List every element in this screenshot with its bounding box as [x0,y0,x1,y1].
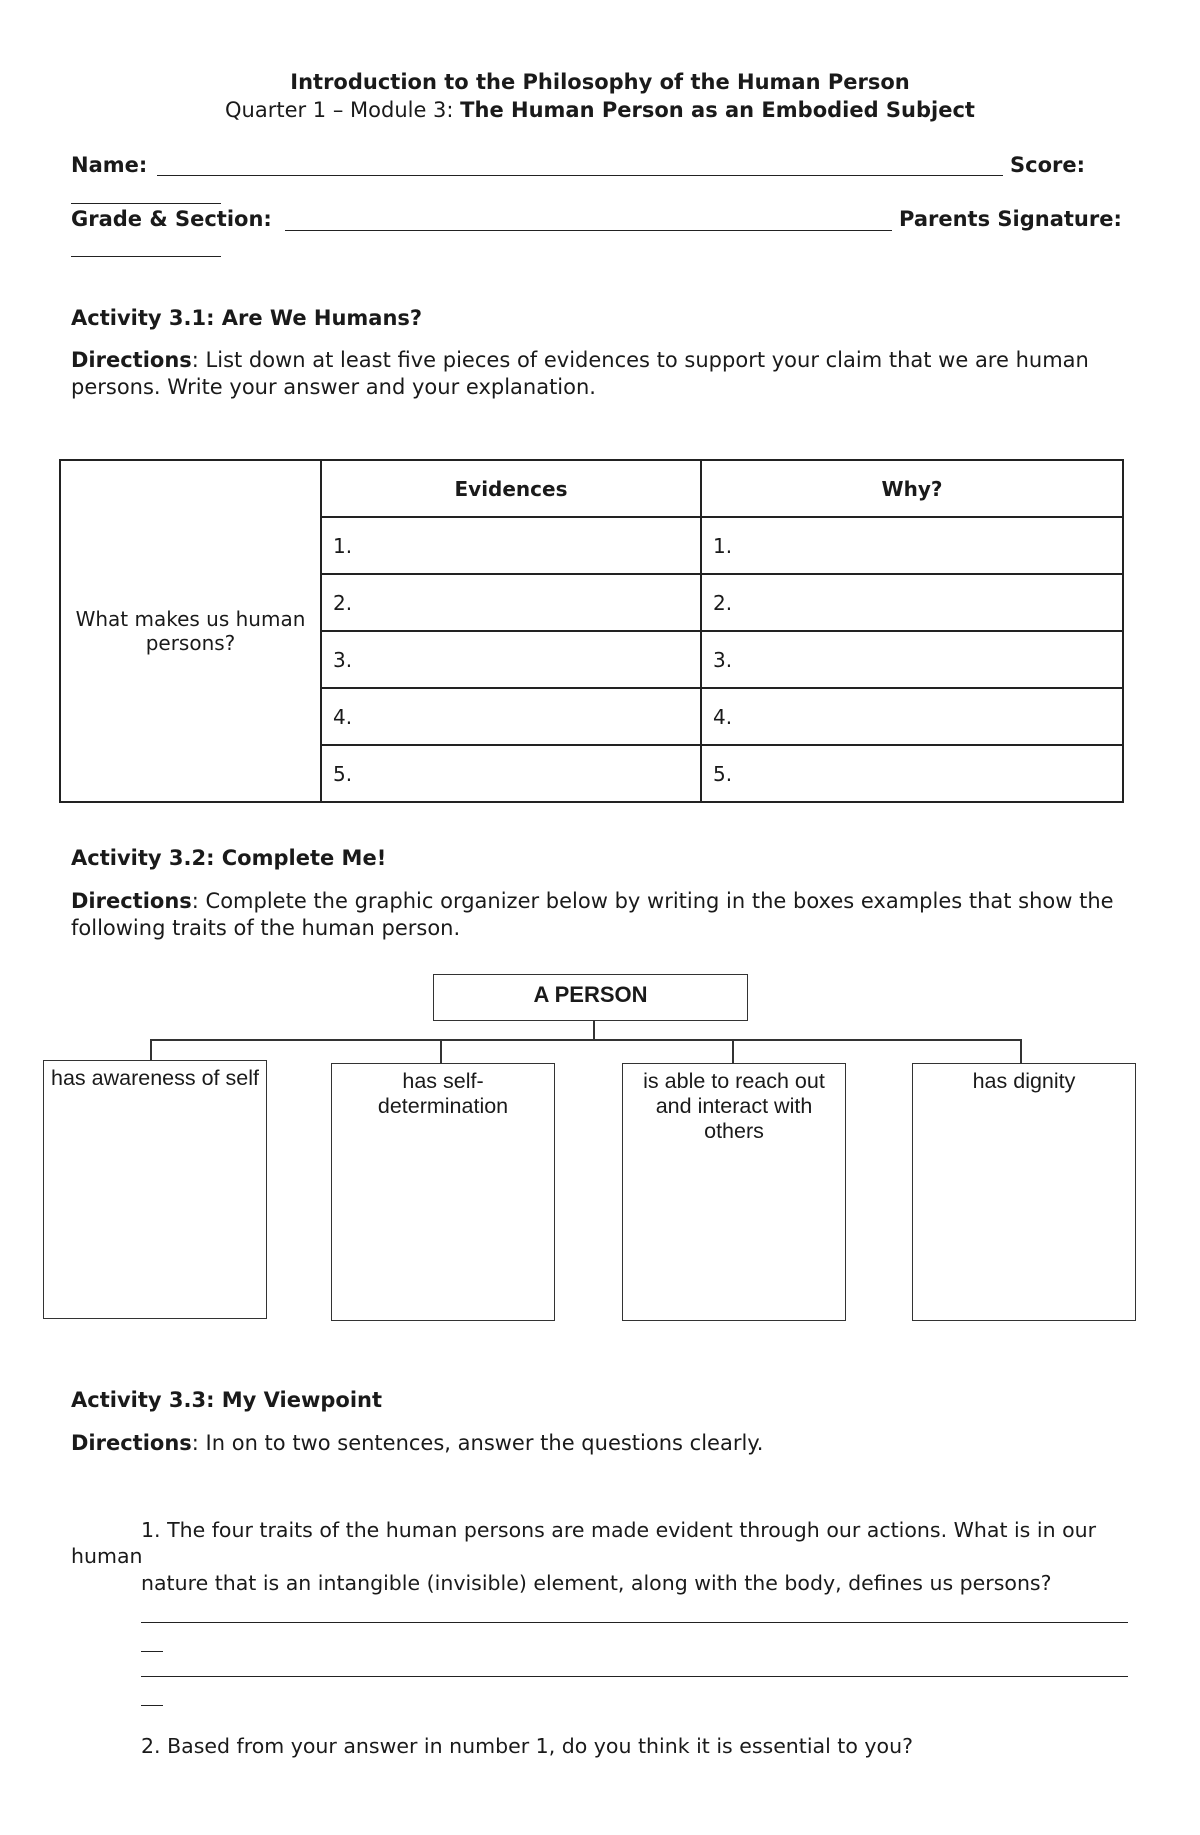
why-header: Why? [701,460,1123,517]
connector-branch-4 [1020,1039,1022,1063]
why-cell-4[interactable]: 4. [701,688,1123,745]
evidence-cell-5[interactable]: 5. [321,745,701,802]
activity-3-3-directions [71,1430,1131,1457]
answer-line-1-tail [141,1651,163,1652]
trait-label: has self-determination [377,1069,509,1118]
answer-line-2[interactable] [141,1676,1128,1677]
trait-label: is able to reach out and interact with others [643,1069,825,1143]
trait-label: has awareness of self [51,1066,259,1090]
score-field[interactable] [71,203,221,204]
trait-box-awareness[interactable] [43,1060,267,1319]
why-cell-3[interactable]: 3. [701,631,1123,688]
document-title [0,70,1200,94]
grade-section-label: Grade & Section: [71,207,272,231]
parents-signature-field[interactable] [71,256,221,257]
activity-3-2-directions [71,888,1131,942]
evidences-header: Evidences [321,460,701,517]
question-1-line-1: 1. The four traits of the human persons are made evident through our actions. What is in our human [71,1518,1097,1568]
why-cell-1[interactable]: 1. [701,517,1123,574]
trait-box-dignity[interactable] [912,1063,1136,1321]
activity-3-1-directions [71,347,1131,401]
activity-3-2-title: Activity 3.2: Complete Me! [71,846,387,870]
root-node-a-person [433,974,748,1021]
connector-branch-2 [440,1039,442,1063]
module-number: Quarter 1 – Module 3: [225,98,461,122]
directions-text: : List down at least five pieces of evidences to support your claim that we are human persons. Write your answer and your explanation. [71,348,1089,399]
trait-box-self-determination[interactable] [331,1063,555,1321]
evidence-cell-2[interactable]: 2. [321,574,701,631]
parents-signature-label: Parents Signature: [899,207,1122,231]
activity-3-3-title: Activity 3.3: My Viewpoint [71,1388,383,1412]
why-cell-5[interactable]: 5. [701,745,1123,802]
grade-section-field[interactable] [285,230,892,231]
why-cell-2[interactable]: 2. [701,574,1123,631]
evidence-cell-3[interactable]: 3. [321,631,701,688]
connector-branch-1 [150,1039,152,1060]
evidence-cell-1[interactable]: 1. [321,517,701,574]
connector-root [593,1020,595,1040]
module-title: The Human Person as an Embodied Subject [460,98,975,122]
root-node-label: A PERSON [533,982,648,1007]
name-field[interactable] [157,175,1003,176]
name-label: Name: [71,153,148,177]
question-2: 2. Based from your answer in number 1, do you think it is essential to you? [141,1734,913,1758]
directions-label: Directions [71,1431,192,1455]
course-title: Introduction to the Philosophy of the Human Person [290,70,910,94]
question-1-line-2: nature that is an intangible (invisible) element, along with the body, defines us persons? [141,1571,1052,1595]
directions-text: : In on to two sentences, answer the questions clearly. [191,1431,764,1455]
question-cell [60,460,321,802]
trait-label: has dignity [972,1069,1076,1093]
evidence-table [59,459,1124,803]
score-label: Score: [1010,153,1085,177]
directions-label: Directions [71,889,192,913]
activity-3-1-title: Activity 3.1: Are We Humans? [71,306,423,330]
evidence-cell-4[interactable]: 4. [321,688,701,745]
connector-branch-3 [732,1039,734,1063]
directions-label: Directions [71,348,192,372]
trait-box-interaction[interactable] [622,1063,846,1321]
directions-text: : Complete the graphic organizer below by writing in the boxes examples that show the following traits of the human person. [71,889,1114,940]
connector-bar [150,1039,1022,1041]
answer-line-1[interactable] [141,1622,1128,1623]
module-subtitle [0,98,1200,122]
answer-line-2-tail [141,1705,163,1706]
question-text: What makes us human persons? [75,607,306,655]
